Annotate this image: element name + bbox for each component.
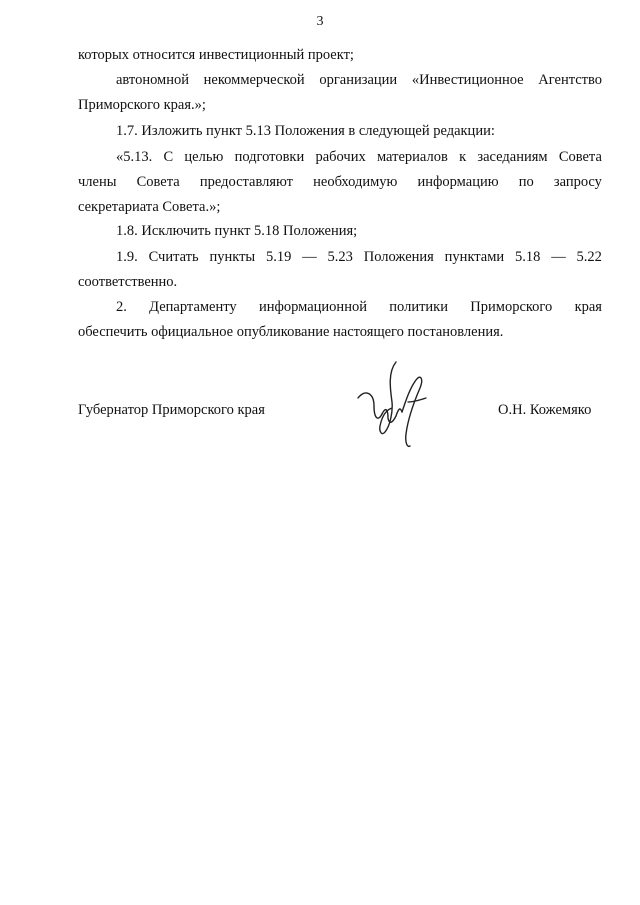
word: автономной [116, 72, 189, 88]
paragraph-line: 1.7. Изложить пункт 5.13 Положения в следующей редакции: [116, 123, 495, 139]
word: Приморского [470, 299, 553, 315]
word: Совета [136, 174, 180, 190]
paragraph-line: секретариата Совета.»; [78, 199, 221, 215]
word: рабочих [315, 149, 366, 165]
word: 5.19 [266, 249, 292, 265]
paragraph-line-justified [116, 248, 602, 266]
word: пунктами [444, 249, 505, 265]
word: целью [184, 149, 224, 165]
paragraph-line-justified [116, 148, 602, 166]
paragraph-line: соответственно. [78, 274, 178, 290]
word: — [551, 249, 566, 265]
word: материалов [376, 149, 448, 165]
word: запросу [553, 174, 602, 190]
word: Совета [558, 149, 602, 165]
paragraph-line-justified [116, 71, 602, 89]
word: члены [78, 174, 117, 190]
word: края [574, 299, 602, 315]
page-number: 3 [316, 14, 324, 29]
word: по [518, 174, 534, 190]
word: 2. [116, 299, 127, 315]
word: С [163, 149, 174, 165]
paragraph-line-justified [116, 298, 602, 316]
word: Положения [363, 249, 434, 265]
word: заседаниям [477, 149, 548, 165]
handwritten-signature [352, 358, 432, 454]
word: организации [319, 72, 398, 88]
word: необходимую [313, 174, 398, 190]
word: Департаменту [149, 299, 237, 315]
word: информационной [258, 299, 367, 315]
word: 1.9. [116, 249, 138, 265]
word: 5.23 [327, 249, 353, 265]
paragraph-line-justified [78, 173, 602, 191]
word: подготовки [234, 149, 305, 165]
signatory-name: О.Н. Кожемяко [498, 402, 592, 418]
word: пункты [209, 249, 256, 265]
signatory-position: Губернатор Приморского края [78, 402, 265, 418]
paragraph-line: которых относится инвестиционный проект; [78, 47, 354, 63]
paragraph-line: Приморского края.»; [78, 97, 206, 113]
paragraph-line: обеспечить официальное опубликование настоящего постановления. [78, 324, 504, 340]
word: Агентство [538, 72, 602, 88]
word: информацию [417, 174, 499, 190]
word: к [459, 149, 467, 165]
word: предоставляют [199, 174, 293, 190]
word: — [302, 249, 317, 265]
word: Считать [148, 249, 199, 265]
word: 5.22 [576, 249, 602, 265]
word: «Инвестиционное [411, 72, 524, 88]
paragraph-line: 1.8. Исключить пункт 5.18 Положения; [116, 223, 358, 239]
word: политики [389, 299, 448, 315]
word: некоммерческой [203, 72, 305, 88]
word: 5.18 [515, 249, 541, 265]
word: «5.13. [116, 149, 153, 165]
